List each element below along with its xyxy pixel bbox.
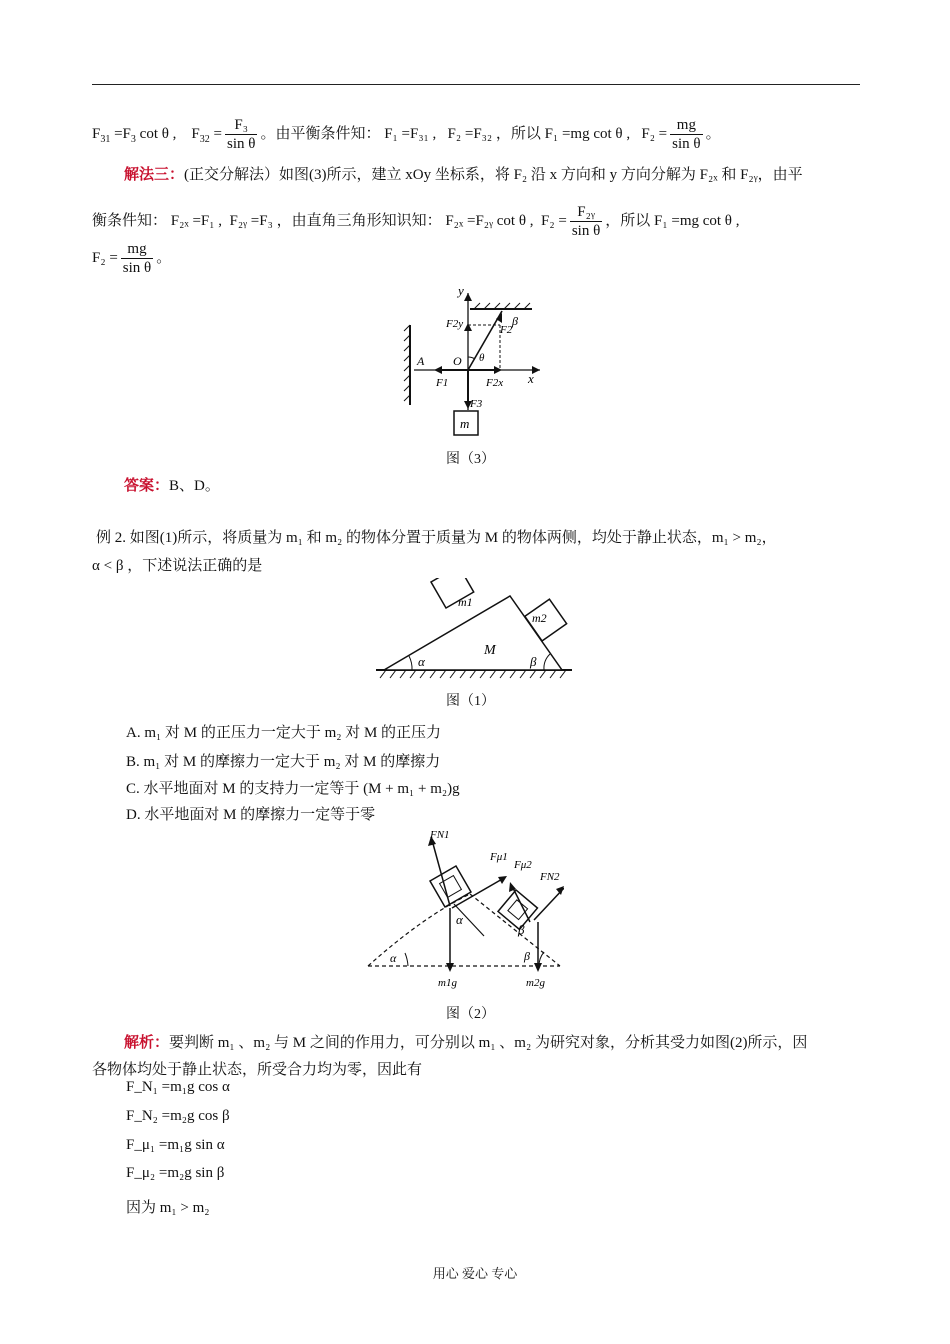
- fig2-label-m1g: m1g: [438, 977, 457, 989]
- because-line: 因为 m₁ > m₂: [126, 1200, 210, 1216]
- eq-f2: F₂ =F₃₂ ，所以: [447, 125, 541, 142]
- fig3-label-f2y: F2y: [446, 318, 464, 330]
- fig3-label-a: A: [417, 354, 425, 368]
- eq-f32: $F_{32}$ = $\frac{\text{F₃}}{\text{sin θ}}$: [191, 117, 256, 152]
- equation-fn1: F_N₁ =m₁g cos α: [126, 1079, 230, 1095]
- fig1-label-m1: m1: [458, 595, 473, 609]
- fig3-label-beta: β: [512, 314, 518, 328]
- figure-2-caption: 图（2）: [446, 1007, 495, 1022]
- analysis-line1: 解析：要判断 m₁ 、m₂ 与 M 之间的作用力，可分别以 m₁ 、m₂ 为研究对象，分析其受力如图(2)所示，因: [124, 1035, 808, 1051]
- method3-label: 解法三：: [124, 167, 185, 183]
- fig2-label-m2g: m2g: [526, 977, 545, 989]
- fig3-label-x: x: [528, 371, 534, 386]
- answer-text: B、D。: [169, 478, 220, 494]
- fig2-label-beta-1: β: [518, 922, 525, 937]
- equation-fmu1: F_μ₁ =m₁g sin α: [126, 1137, 225, 1153]
- fig2-label-alpha-1: α: [456, 912, 463, 927]
- fig1-label-alpha: α: [418, 654, 425, 669]
- fig3-label-theta: θ: [479, 352, 485, 364]
- eq-f2-result: F₂ = $\frac{mg}{\text{sin θ}}$ 。: [641, 117, 721, 152]
- fig2-label-fn1: FN1: [430, 829, 450, 841]
- fig3-label-m: m: [460, 416, 470, 431]
- fig3-label-f3: F3: [470, 398, 483, 410]
- fig2-label-fmu2: Fμ2: [514, 859, 532, 871]
- option-a: A. m₁ 对 M 的正压力一定大于 m₂ 对 M 的正压力: [126, 725, 442, 741]
- option-c: C. 水平地面对 M 的支持力一定等于 (M + m₁ + m₂)g: [126, 781, 460, 797]
- option-d: D. 水平地面对 M 的摩擦力一定等于零: [126, 807, 376, 823]
- option-b: B. m₁ 对 M 的摩擦力一定大于 m₂ 对 M 的摩擦力: [126, 754, 441, 770]
- fig1-label-beta: β: [530, 654, 537, 669]
- fig3-label-y: y: [458, 285, 464, 298]
- page-footer: 用心 爱心 专心: [432, 1266, 518, 1281]
- analysis-label: 解析：: [124, 1035, 170, 1051]
- line-1: $F_{31} =F_3$ cot θ , $F_{32}$ = $\frac{\text{F₃}}{\text{sin θ}}$ 。由平衡条件知： F₁ =F₃₁ , F₂ =F₃₂ ，所以 F₁ =mg cot θ , F₂ = $\frac{mg}{\text{sin θ}}$ 。: [92, 117, 721, 152]
- fig3-label-o: O: [453, 354, 462, 368]
- eq-f31: $F_{31} =F_3$ cot θ ,: [92, 125, 177, 145]
- fig3-label-f2x: F2x: [486, 377, 504, 389]
- figure-1-caption: 图（1）: [446, 694, 495, 709]
- eq-f1-result: F₁ =mg cot θ ,: [544, 125, 631, 142]
- example2-line1: 例 2. 如图(1)所示，将质量为 m₁ 和 m₂ 的物体分置于质量为 M 的物体两侧，均处于静止状态，m₁ > m₂，: [96, 530, 777, 546]
- answer-label: 答案：: [124, 478, 170, 494]
- figure-2: [364, 826, 564, 994]
- example2-line2: α < β ，下述说法正确的是: [92, 558, 263, 574]
- method3-line3: F₂ = $\frac{mg}{\text{sin θ}}$ 。: [92, 241, 172, 276]
- answer-line: [124, 474, 220, 495]
- method3-line2: 衡条件知： F₂ₓ =F₁ , F₂ᵧ =F₃ ，由直角三角形知识知： F₂ₓ =F₂ᵧ cot θ , F₂ = $\frac{\text{F₂ᵧ}}{\text{sin θ}}$ ，所以 F₁ =mg cot θ ,: [92, 204, 740, 239]
- figure-3: [400, 285, 550, 440]
- figure-1: [372, 578, 577, 682]
- header-rule: [92, 84, 860, 85]
- fig2-label-beta-2: β: [524, 949, 530, 963]
- fig3-label-f1: F1: [436, 377, 449, 389]
- analysis-line2: 各物体均处于静止状态，所受合力均为零，因此有: [92, 1062, 423, 1078]
- figure-3-caption: 图（3）: [446, 452, 495, 467]
- fig2-label-alpha-2: α: [390, 951, 397, 965]
- equation-fn2: F_N₂ =m₂g cos β: [126, 1108, 230, 1124]
- method3-line: [124, 163, 803, 184]
- fig2-label-fn2: FN2: [540, 871, 560, 883]
- fig1-label-M: M: [484, 643, 496, 658]
- equation-fmu2: F_μ₂ =m₂g sin β: [126, 1165, 225, 1181]
- fig2-label-fmu1: Fμ1: [490, 851, 508, 863]
- fig3-label-f2: F2: [500, 324, 513, 336]
- eq-f1: F₁ =F₃₁ ,: [384, 125, 437, 142]
- method3-text: (正交分解法）如图(3)所示，建立 xOy 坐标系，将 F₂ 沿 x 方向和 y 方向分解为 F₂ₓ 和 F₂ᵧ，由平: [184, 167, 803, 183]
- fig1-label-m2: m2: [532, 611, 547, 625]
